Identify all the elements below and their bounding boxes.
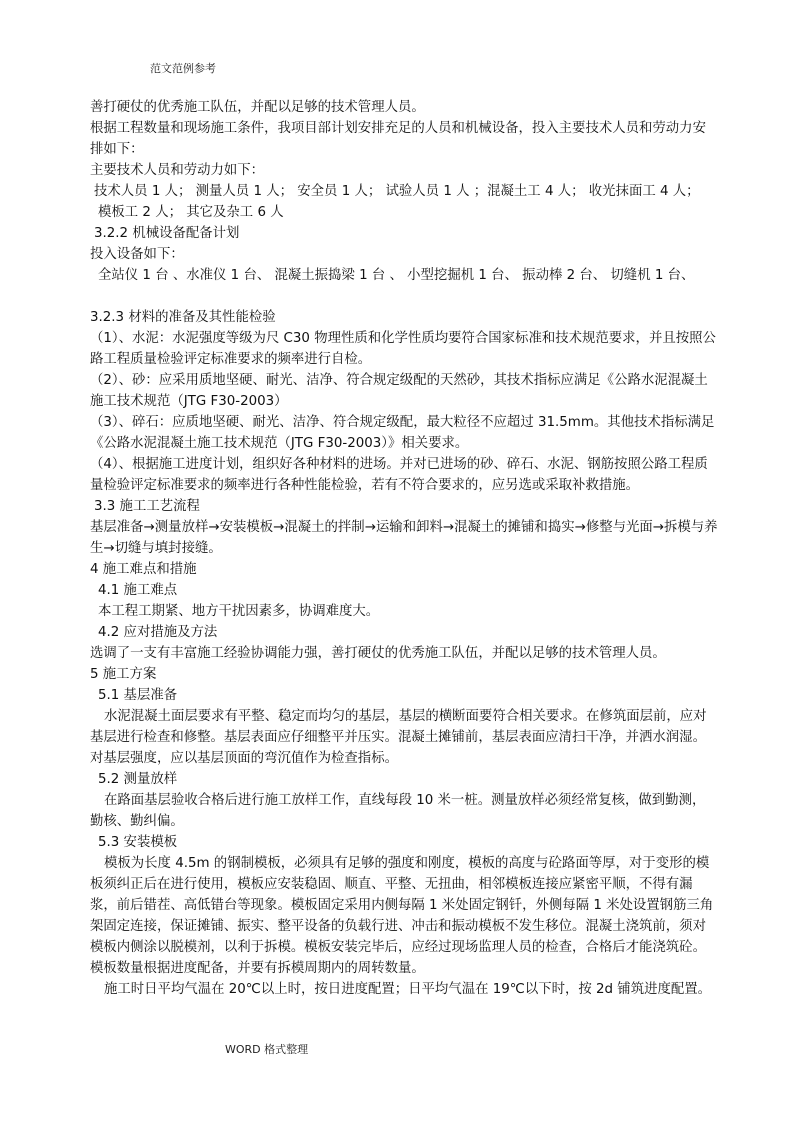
paragraph: 投入设备如下： xyxy=(90,247,184,262)
document-body xyxy=(90,97,718,1000)
paragraph: （4）、根据施工进度计划，组织好各种材料的进场。并对已进场的砂、碎石、水泥、钢筋按照公路工程质量检验评定标准要求的频率进行各种性能检验，若有不符合要求的，应另选或采取补救措施。 xyxy=(90,457,708,493)
section-heading: 5 施工方案 xyxy=(90,667,157,682)
section-heading: 5.2 测量放样 xyxy=(98,772,178,787)
page-header: 范文范例参考 xyxy=(150,62,216,75)
paragraph: 本工程工期紧、地方干扰因素多，协调难度大。 xyxy=(98,604,380,619)
section-heading: 5.1 基层准备 xyxy=(98,688,178,703)
spacer xyxy=(90,286,718,307)
paragraph: 根据工程数量和现场施工条件，我项目部计划安排充足的人员和机械设备，投入主要技术人员和劳动力安排如下： xyxy=(90,121,706,157)
paragraph: 在路面基层验收合格后进行施工放样工作，直线每段 10 米一桩。测量放样必须经常复核，做到勤测，勤核、勤纠偏。 xyxy=(90,793,706,829)
paragraph: （1）、水泥：水泥强度等级为尺 C30 物理性质和化学性质均要符合国家标准和技术规范要求，并且按照公路工程质量检验评定标准要求的频率进行自检。 xyxy=(90,331,716,367)
section-heading: 4.1 施工难点 xyxy=(98,583,178,598)
paragraph: 主要技术人员和劳动力如下： xyxy=(90,163,265,178)
section-heading: 3.3 施工工艺流程 xyxy=(94,499,200,514)
section-heading: 3.2.3 材料的准备及其性能检验 xyxy=(90,310,276,325)
paragraph: 善打硬仗的优秀施工队伍，并配以足够的技术管理人员。 xyxy=(90,100,425,115)
personnel-list: 技术人员 1 人； 测量人员 1 人； 安全员 1 人； 试验人员 1 人 ；混凝土工 4 人； 收光抹面工 4 人； xyxy=(94,184,700,199)
page-footer: WORD 格式整理 xyxy=(225,1043,309,1056)
paragraph: 选调了一支有丰富施工经验协调能力强，善打硬仗的优秀施工队伍，并配以足够的技术管理人员。 xyxy=(90,646,666,661)
section-heading: 4 施工难点和措施 xyxy=(90,562,197,577)
section-heading: 4.2 应对措施及方法 xyxy=(98,625,218,640)
paragraph: 水泥混凝土面层要求有平整、稳定而均匀的基层，基层的横断面要符合相关要求。在修筑面层前，应对基层进行检查和修整。基层表面应仔细整平并压实。混凝土摊铺前，基层表面应清扫干净，并洒水润湿。对基层强度，应以基层顶面的弯沉值作为检查指标。 xyxy=(90,709,707,766)
section-heading: 5.3 安装模板 xyxy=(98,835,178,850)
equipment-list: 全站仪 1 台 、水准仪 1 台、 混凝土振捣梁 1 台 、 小型挖掘机 1 台、 振动棒 2 台、 切缝机 1 台、 xyxy=(98,268,695,283)
section-heading: 3.2.2 机械设备配备计划 xyxy=(94,226,240,241)
paragraph: 模板为长度 4.5m 的钢制模板，必须具有足够的强度和刚度，模板的高度与砼路面等厚，对于变形的模板须纠正后在进行使用，模板应安装稳固、顺直、平整、无扭曲，相邻模板连接应紧密平顺，不得有漏浆，前后错茬、高低错台等现象。模板固定采用内侧每隔 1 米处固定钢钎，外侧每隔 1 米处设置钢筋三角架固定连接，保证摊铺、振实、整平设备的负载行进、冲击和振动模板不发生移位。混凝土浇筑前，须对模板内侧涂以脱模剂，以利于拆模。模板安装完毕后，应经过现场监理人员的检查，合格后才能浇筑砼。模板数量根据进度配备，并要有拆模周期内的周转数量。 xyxy=(90,856,714,976)
paragraph: 基层准备→测量放样→安装模板→混凝土的拌制→运输和卸料→混凝土的摊铺和捣实→修整与光面→拆模与养生→切缝与填封接缝。 xyxy=(90,520,718,556)
paragraph: （2）、砂：应采用质地坚硬、耐光、洁净、符合规定级配的天然砂，其技术指标应满足《公路水泥混凝土施工技术规范（JTG F30-2003） xyxy=(90,373,708,409)
personnel-list-cont: 模板工 2 人； 其它及杂工 6 人 xyxy=(98,205,284,220)
paragraph: 施工时日平均气温在 20℃以上时，按日进度配置；日平均气温在 19℃以下时，按 2d 铺筑进度配置。 xyxy=(104,982,712,997)
paragraph: （3）、碎石：应质地坚硬、耐光、洁净、符合规定级配，最大粒径不应超过 31.5mm。其他技术指标满足《公路水泥混凝土施工技术规范（JTG F30-2003）》相关要求。 xyxy=(90,415,715,451)
